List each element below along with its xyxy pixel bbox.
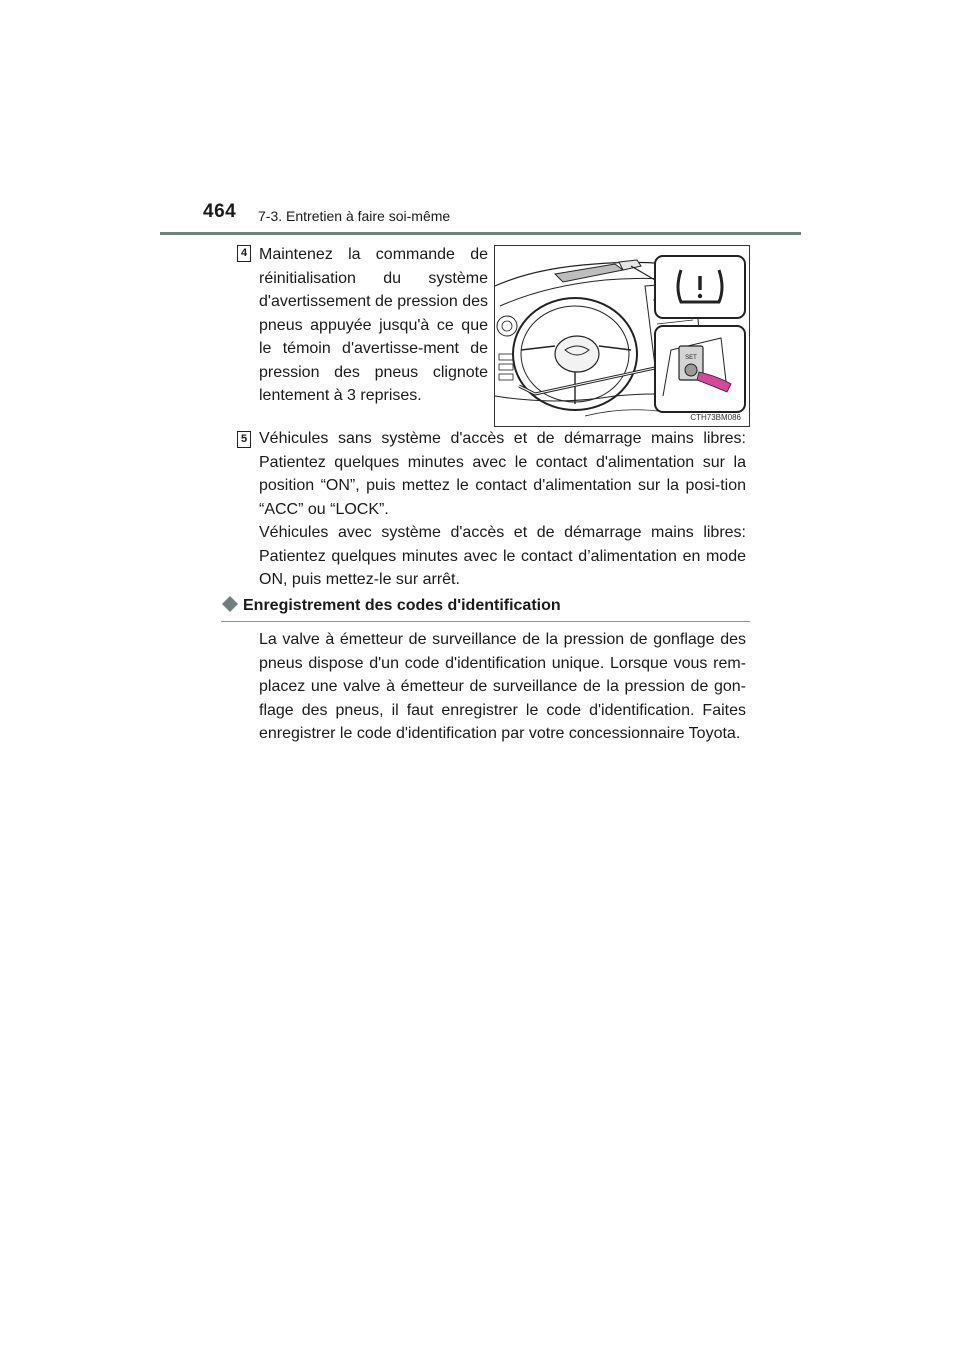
subsection-paragraph: La valve à émetteur de surveillance de la pression de gonflage des pneus dispose d'un code d'identification unique. Lorsque vous rem-placez une valve à émetteur de surveillance de la pression de gon-flage des pneus, il faut enregistrer le code d'identification. Faites enregistrer le code d'identification par votre concessionnaire Toyota. [259, 631, 746, 742]
section-title: 7-3. Entretien à faire soi-même [258, 208, 451, 224]
step-5-paragraph-2: Véhicules avec système d'accès et de démarrage mains libres: Patientez quelques minutes avec le contact d’alimentation en mode ON, puis mettez-le sur arrêt. [259, 524, 746, 588]
step-4-badge: 4 [237, 245, 251, 262]
subsection-divider [221, 621, 750, 622]
figure-code: CTH73BM086 [690, 413, 741, 422]
subsection-title: Enregistrement des codes d'identification [243, 597, 561, 614]
steering-wheel-illustration [495, 246, 750, 427]
header-divider [160, 232, 801, 235]
subsection-body [259, 628, 746, 746]
subsection-heading [221, 596, 561, 615]
step-5-text [259, 427, 746, 592]
step-5-paragraph-1: Véhicules sans système d'accès et de démarrage mains libres: Patientez quelques minutes avec le contact d'alimentation sur la position “ON”, puis mettez le contact d'alimentation sur la posi-tion “ACC” ou “LOCK”. [259, 430, 746, 518]
dashboard-illustration [494, 245, 750, 427]
diamond-bullet-icon [221, 596, 239, 612]
svg-text:SET: SET [685, 355, 697, 361]
step-5-badge: 5 [237, 431, 251, 448]
page-number: 464 [203, 201, 237, 222]
step-4-text: Maintenez la commande de réinitialisation du système d'avertissement de pression des pneus appuyée jusqu'à ce que le témoin d'avertisse-ment de pression des pneus clignote lentement à 3 reprises. [259, 246, 488, 404]
